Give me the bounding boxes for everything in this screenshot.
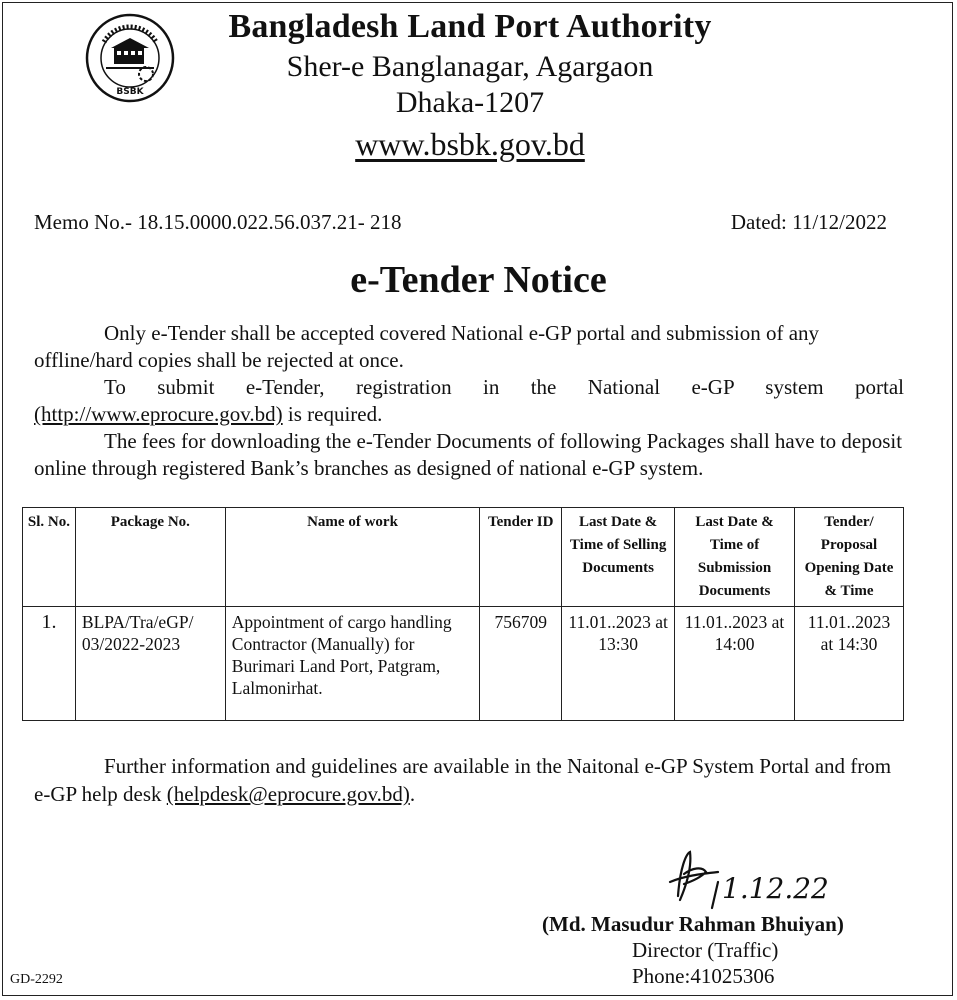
cell-sl: 1. [23, 607, 76, 721]
gd-number: GD-2292 [10, 972, 63, 987]
paragraph-2-lead: To submit e-Tender, registration in the National e-GP system portal [104, 375, 904, 399]
helpdesk-email-link[interactable]: (helpdesk@eprocure.gov.bd) [166, 782, 410, 806]
header-submission: Last Date & Time of Submission Documents [675, 508, 795, 607]
svg-text:1.12.22: 1.12.22 [722, 872, 829, 905]
cell-package: BLPA/Tra/eGP/ 03/2022-2023 [75, 607, 225, 721]
paragraph-2-tail: is required. [282, 402, 383, 426]
signatory-designation: Director (Traffic) [632, 938, 779, 962]
header-sl: Sl. No. [23, 508, 76, 607]
cell-opening: 11.01..2023 at 14:30 [795, 607, 904, 721]
memo-number: Memo No.- 18.15.0000.022.56.037.21- 218 [34, 210, 402, 234]
paragraph-1-text: Only e-Tender shall be accepted covered National e-GP portal and submission of any offline/hard copies shall be rejected at once. [34, 321, 820, 372]
further-info [34, 752, 904, 808]
memo-date: Dated: 11/12/2022 [730, 210, 887, 234]
header-opening: Tender/ Proposal Opening Date & Time [795, 508, 904, 607]
paragraph-3 [34, 428, 904, 482]
cell-tender-id: 756709 [480, 607, 562, 721]
website-link[interactable]: www.bsbk.gov.bd [355, 126, 585, 162]
org-name: Bangladesh Land Port Authority [228, 8, 712, 45]
further-info-tail: . [409, 782, 416, 806]
svg-text:BSBK: BSBK [116, 87, 144, 97]
address-line-1: Sher-e Banglanagar, Agargaon [286, 50, 654, 83]
header-tender-id: Tender ID [480, 508, 562, 607]
eprocure-link[interactable]: (http://www.eprocure.gov.bd) [34, 402, 283, 426]
header-package: Package No. [75, 508, 225, 607]
address-line-2: Dhaka-1207 [395, 86, 545, 119]
paragraph-3-text: The fees for downloading the e-Tender Documents of following Packages shall have to deposit online through registered Bank’s branches as designed of national e-GP system. [34, 429, 903, 480]
signatory-name: (Md. Masudur Rahman Bhuiyan) [542, 912, 844, 936]
notice-title: e-Tender Notice [350, 259, 607, 301]
header-selling: Last Date & Time of Selling Documents [562, 508, 675, 607]
paragraph-1 [34, 320, 904, 374]
header-work: Name of work [225, 508, 479, 607]
cell-selling: 11.01..2023 at 13:30 [562, 607, 675, 721]
tender-table [22, 507, 904, 721]
further-info-lead: Further information and guidelines are available in the Naitonal e-GP System Portal and from e-GP help desk [34, 754, 892, 806]
cell-submission: 11.01..2023 at 14:00 [675, 607, 795, 721]
signatory-phone: Phone:41025306 [632, 964, 775, 988]
table-header-row [23, 508, 904, 607]
table-row [23, 607, 904, 721]
signature-scrawl [640, 838, 840, 918]
cell-work: Appointment of cargo handling Contractor (Manually) for Burimari Land Port, Patgram, Lalmonirhat. [225, 607, 479, 721]
signature-icon [640, 838, 840, 918]
paragraph-2 [34, 374, 904, 428]
